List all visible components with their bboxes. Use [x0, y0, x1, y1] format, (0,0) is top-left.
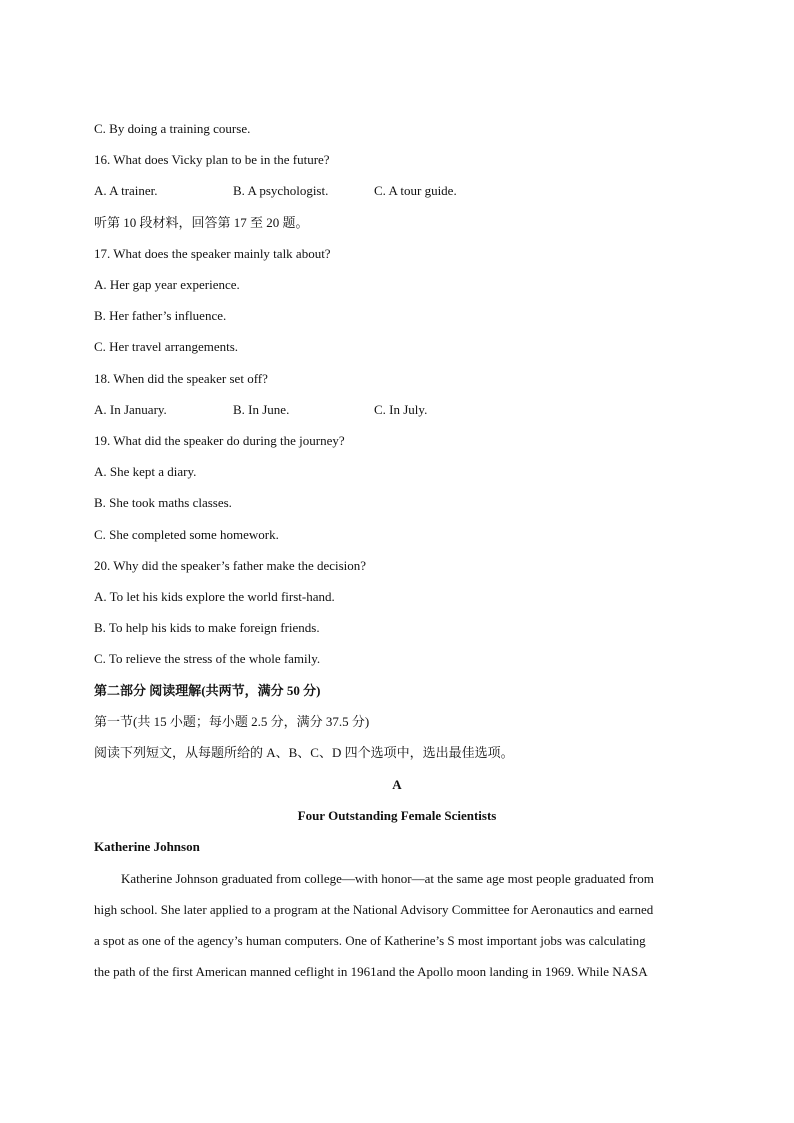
q20-question: 20. Why did the speaker’s father make the decision? [94, 558, 367, 573]
part-two-title: 第二部分 阅读理解(共两节，满分 50 分) [94, 683, 321, 698]
section-one-title: 第一节(共 15 小题；每小题 2.5 分，满分 37.5 分) [94, 714, 370, 729]
q19-option-b: B. She took maths classes. [94, 495, 232, 510]
passage-letter: A [392, 777, 402, 792]
q17-option-b: B. Her father’s influence. [94, 308, 227, 323]
passage-title: Four Outstanding Female Scientists [297, 808, 497, 823]
paragraph-line-3: a spot as one of the agency’s human computers. One of Katherine’s S most important jobs was calculating [94, 933, 646, 948]
q18-question: 18. When did the speaker set off? [94, 371, 268, 386]
q17-question: 17. What does the speaker mainly talk about? [94, 246, 331, 261]
q20-option-a: A. To let his kids explore the world first-hand. [94, 589, 335, 604]
q19-option-c: C. She completed some homework. [94, 527, 279, 542]
q19-question: 19. What did the speaker do during the journey? [94, 433, 345, 448]
instruction-section-10: 听第 10 段材料，回答第 17 至 20 题。 [94, 215, 309, 230]
subheading-katherine-johnson: Katherine Johnson [94, 839, 200, 854]
q18-option-b: B. In June. [233, 402, 290, 417]
paragraph-line-1: Katherine Johnson graduated from college—with honor—at the same age most people graduated from [121, 871, 654, 886]
q20-option-b: B. To help his kids to make foreign friends. [94, 620, 320, 635]
q17-option-a: A. Her gap year experience. [94, 277, 240, 292]
q20-option-c: C. To relieve the stress of the whole family. [94, 651, 321, 666]
q16-option-a: A. A trainer. [94, 183, 158, 198]
q18-option-a: A. In January. [94, 402, 167, 417]
reading-instruction: 阅读下列短文，从每题所给的 A、B、C、D 四个选项中，选出最佳选项。 [94, 745, 514, 760]
paragraph-line-4: the path of the first American manned ceflight in 1961and the Apollo moon landing in 1969. While NASA [94, 964, 648, 979]
q18-option-c: C. In July. [374, 402, 428, 417]
q16-option-c: C. A tour guide. [374, 183, 457, 198]
q16-question: 16. What does Vicky plan to be in the future? [94, 152, 330, 167]
q16-option-b: B. A psychologist. [233, 183, 329, 198]
q19-option-a: A. She kept a diary. [94, 464, 197, 479]
paragraph-line-2: high school. She later applied to a program at the National Advisory Committee for Aeronautics and earned [94, 902, 654, 917]
q15-option-c: C. By doing a training course. [94, 121, 251, 136]
q17-option-c: C. Her travel arrangements. [94, 339, 239, 354]
